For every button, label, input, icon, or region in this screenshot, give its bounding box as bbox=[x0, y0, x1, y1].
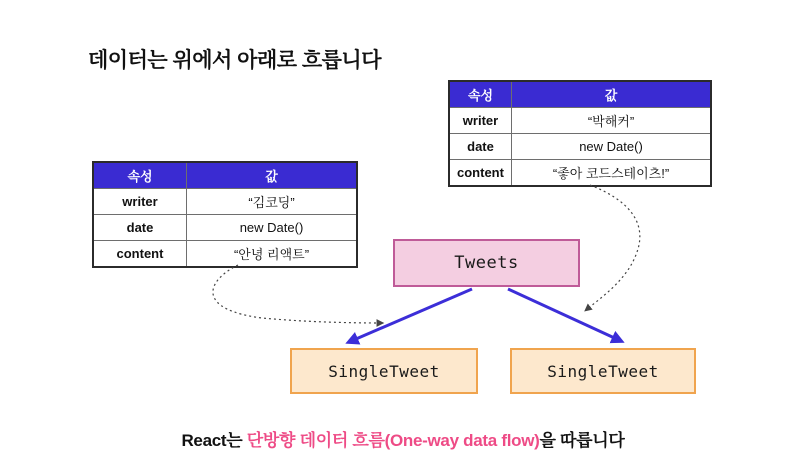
caption-highlight: 단방향 데이터 흐름(One-way data flow) bbox=[246, 431, 540, 450]
caption bbox=[0, 426, 806, 451]
table-row bbox=[449, 134, 711, 160]
data-flow-arrow-left bbox=[349, 289, 472, 342]
value-cell-content: “안녕 리액트” bbox=[187, 241, 358, 268]
table-header-row bbox=[93, 162, 357, 189]
attr-cell-date: date bbox=[93, 215, 187, 241]
attr-cell-writer: writer bbox=[449, 108, 512, 134]
tweets-component-box bbox=[393, 239, 580, 287]
value-cell-content: “좋아 코드스테이츠!” bbox=[512, 160, 712, 187]
value-cell-writer: “김코딩” bbox=[187, 189, 358, 215]
singletweet-label: SingleTweet bbox=[328, 361, 440, 381]
caption-suffix: 을 따릅니다 bbox=[539, 431, 625, 450]
attr-cell-date: date bbox=[449, 134, 512, 160]
table-row bbox=[93, 189, 357, 215]
slide-title: 데이터는 위에서 아래로 흐릅니다 bbox=[88, 49, 382, 72]
value-column-header: 값 bbox=[187, 162, 358, 189]
props-dotted-arrow-left bbox=[213, 265, 382, 323]
attr-cell-writer: writer bbox=[93, 189, 187, 215]
tweets-label: Tweets bbox=[454, 253, 519, 273]
table-row bbox=[449, 160, 711, 187]
value-cell-date: new Date() bbox=[512, 134, 712, 160]
table-header-row bbox=[449, 81, 711, 108]
table-row bbox=[449, 108, 711, 134]
attr-cell-content: content bbox=[449, 160, 512, 187]
caption-prefix: React는 bbox=[181, 431, 247, 450]
singletweet-component-box-left bbox=[290, 348, 478, 394]
value-cell-date: new Date() bbox=[187, 215, 358, 241]
table-row bbox=[93, 215, 357, 241]
table-row bbox=[93, 241, 357, 268]
singletweet-label: SingleTweet bbox=[547, 361, 659, 381]
props-dotted-arrow-right bbox=[586, 185, 640, 310]
singletweet-component-box-right bbox=[510, 348, 696, 394]
props-table-right bbox=[448, 80, 712, 187]
attribute-column-header: 속성 bbox=[93, 162, 187, 189]
data-flow-arrow-right bbox=[508, 289, 621, 341]
props-table-left bbox=[92, 161, 358, 268]
value-cell-writer: “박해커” bbox=[512, 108, 712, 134]
attr-cell-content: content bbox=[93, 241, 187, 268]
attribute-column-header: 속성 bbox=[449, 81, 512, 108]
value-column-header: 값 bbox=[512, 81, 712, 108]
